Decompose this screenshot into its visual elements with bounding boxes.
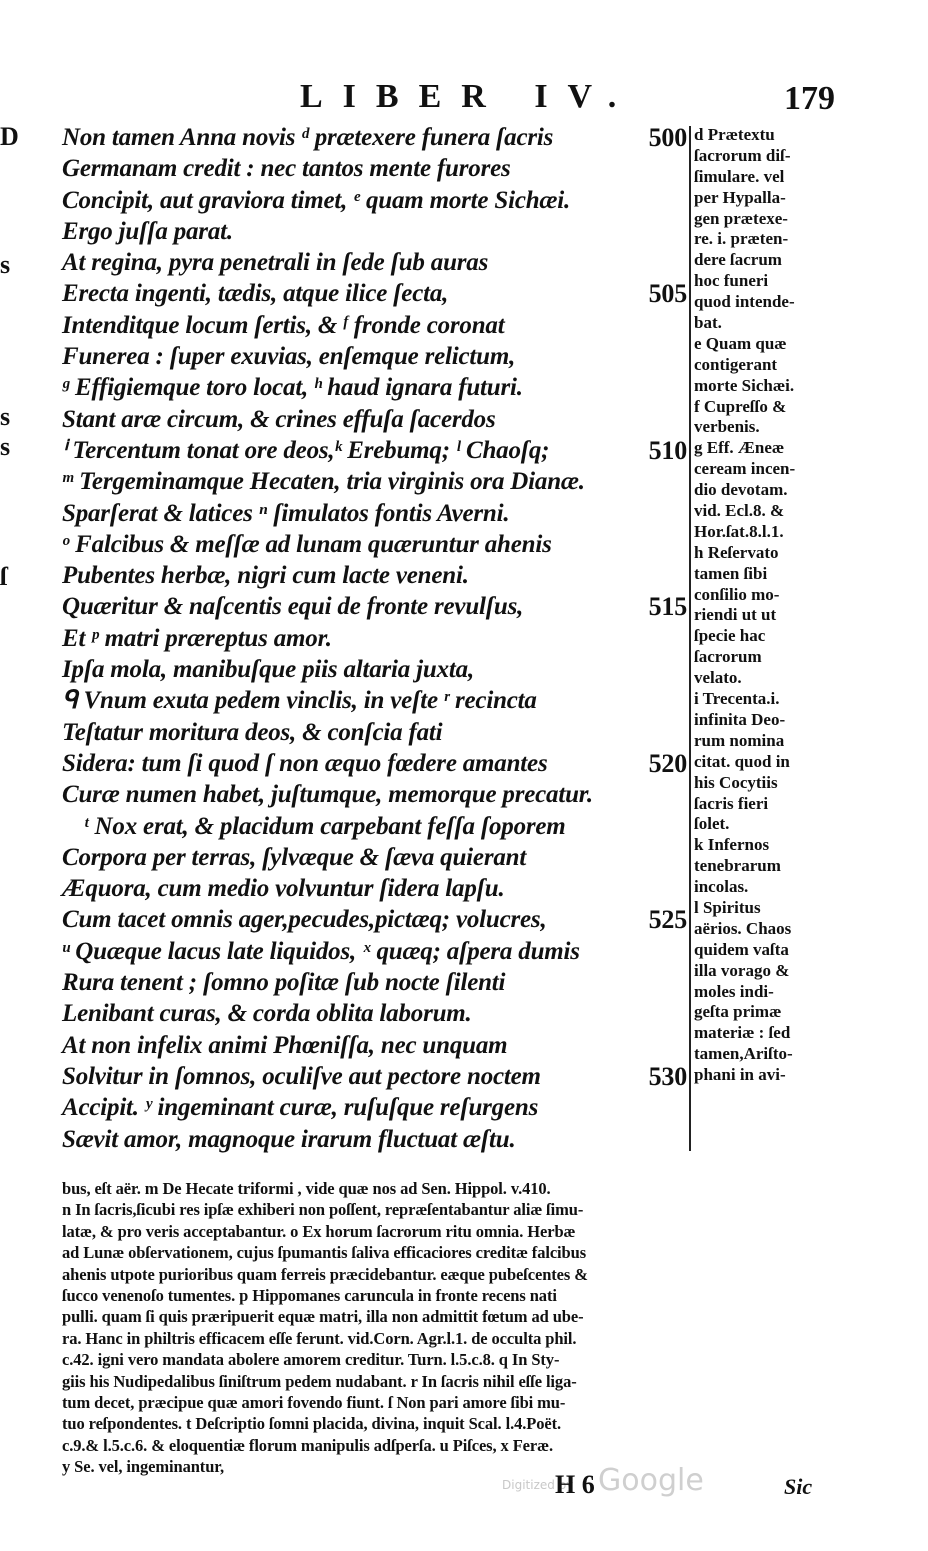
verse-line: [62, 466, 687, 497]
verse-text: Erecta ingenti, tædis, atque ilice ſecta,: [62, 280, 449, 308]
verse-text: Pubentes herbæ, nigri cum lacte veneni.: [62, 562, 469, 590]
verse-text: ⁱ Tercentum tonat ore deos,ᵏ Erebumq; ˡ Chaoſq;: [62, 436, 550, 464]
side-note-line: ſimulare. vel: [694, 166, 785, 186]
side-note-line: Hor.ſat.8.l.1.: [694, 521, 784, 541]
verse-text: ᵗ Nox erat, & placidum carpebant feſſa ſoporem: [84, 812, 566, 840]
verse-line: [62, 623, 687, 654]
side-note-line: citat. quod in: [694, 751, 790, 771]
side-note-line: verbenis.: [694, 417, 760, 437]
verse-text: Sidera: tum ſi quod ſ non æquo fœdere amantes: [62, 749, 548, 777]
verse-line: [62, 748, 687, 779]
verse-line: [62, 779, 687, 810]
verse-text: ᵘ Quæque lacus late liquidos, ˣ quæq; aſpera dumis: [62, 937, 580, 965]
commentary-line: ra. Hanc in philtris efficacem eſſe ferunt. vid.Corn. Agr.l.1. de occulta phil.: [62, 1328, 577, 1348]
side-note-line: i Trecenta.i.: [694, 689, 780, 709]
verse-line: [62, 811, 687, 842]
verse-text: Quæritur & naſcentis equi de fronte revulſus,: [62, 593, 524, 621]
verse-text: ᑫ Vnum exuta pedem vinclis, in veſte ʳ recincta: [62, 687, 537, 715]
side-note-line: dio devotam.: [694, 480, 788, 500]
watermark-logo: Google: [598, 1463, 704, 1498]
side-note-line: ſolet.: [694, 814, 730, 834]
side-note-line: d Prætextu: [694, 125, 775, 144]
verse-line: [62, 498, 687, 529]
verse-text: Ergo juſſa parat.: [62, 217, 233, 245]
side-note-line: e Quam quæ: [694, 333, 787, 353]
side-note-line: gen prætexe-: [694, 208, 788, 228]
verse-line: [62, 216, 687, 247]
verse-line: [62, 591, 687, 622]
side-note-line: infinita Deo-: [694, 709, 786, 729]
verse-text: ᵒ Falcibus & meſſæ ad lunam quæruntur ahenis: [62, 530, 552, 558]
margin-fragment: D: [0, 122, 19, 151]
side-note-line: ſacrorum diſ-: [694, 145, 791, 165]
line-number: 515: [648, 592, 687, 622]
side-note-line: tenebrarum: [694, 856, 781, 876]
verse-text: Concipit, aut graviora timet, ᵉ quam morte Sichæi.: [62, 186, 571, 214]
commentary-line: ſucco venenoſo tumentes. p Hippomanes caruncula in fronte recens nati: [62, 1285, 557, 1305]
watermark-small: Digitized by: [502, 1478, 574, 1492]
verse-line: [62, 122, 687, 153]
column-divider: [689, 126, 691, 1151]
line-number: 510: [648, 435, 687, 465]
commentary-line: pulli. quam ſi quis præripuerit equæ matri, illa non admittit fœtum ad ube-: [62, 1307, 584, 1327]
verse-text: Æquora, cum medio volvuntur ſidera lapſu.: [62, 875, 505, 903]
margin-fragment: s: [0, 250, 11, 279]
side-note-line: riendi ut ut: [694, 605, 777, 625]
commentary-line: tuo reſpondentes. t Deſcriptio ſomni placida, divina, inquit Scal. l.4.Poët.: [62, 1414, 562, 1434]
verse-line: [62, 278, 687, 309]
side-note-line: velato.: [694, 668, 742, 688]
verse-text: Teſtatur moritura deos, & conſcia fati: [62, 718, 443, 746]
verse-line: [62, 717, 687, 748]
verse-line: [62, 685, 687, 716]
verse-line: [62, 1124, 687, 1155]
side-note-line: vid. Ecl.8. &: [694, 501, 785, 521]
verse-line: [62, 153, 687, 184]
verse-line: [62, 560, 687, 591]
side-note-line: ſpecie hac: [694, 626, 766, 646]
side-note-line: dere ſacrum: [694, 250, 782, 270]
side-note-line: contigerant: [694, 354, 778, 374]
side-note-line: bat.: [694, 313, 722, 333]
side-note-line: hoc funeri: [694, 271, 769, 291]
side-note-line: phani in avi-: [694, 1065, 786, 1085]
commentary-line: y Se. vel, ingeminantur,: [62, 1457, 225, 1477]
commentary-line: ad Lunæ obſervationem, cujus ſpumantis ſaliva efficaciores creditæ falcibus: [62, 1243, 587, 1263]
verse-line: [62, 404, 687, 435]
verse-line: [62, 998, 687, 1029]
side-note-line: l Spiritus: [694, 897, 761, 917]
commentary-line: latæ, & pro veris acceptabantur. o Ex horum ſacrorum ritu omnia. Herbæ: [62, 1221, 576, 1241]
verse-text: ᵍ Effigiemque toro locat, ʰ haud ignara futuri.: [62, 374, 523, 402]
verse-line: [62, 873, 687, 904]
verse-line: [62, 1061, 687, 1092]
side-note-line: tamen,Ariſto-: [694, 1044, 793, 1064]
verse-text: Intenditque locum ſertis, & ᶠ fronde coronat: [62, 311, 505, 339]
side-note-line: quod intende-: [694, 292, 795, 312]
verse-text: Corpora per terras, ſylvæque & ſæva quierant: [62, 843, 527, 871]
verse-line: [62, 936, 687, 967]
side-note-line: ſacris fieri: [694, 793, 769, 813]
running-title: LIBER IV.: [300, 78, 637, 115]
side-note-line: his Cocytiis: [694, 772, 778, 792]
side-note-line: k Infernos: [694, 835, 770, 855]
verse-line: [62, 904, 687, 935]
side-note-line: rum nomina: [694, 730, 785, 750]
verse-line: [62, 372, 687, 403]
margin-fragment: s: [0, 402, 11, 431]
side-note-line: h Reſervato: [694, 542, 779, 562]
verse-text: Lenibant curas, & corda oblita laborum.: [62, 1000, 472, 1028]
verse-text: Solvitur in ſomnos, oculiſve aut pectore noctem: [62, 1062, 541, 1090]
commentary-line: bus, eſt aër. m De Hecate triformi , vide quæ nos ad Sen. Hippol. v.410.: [62, 1179, 551, 1198]
side-note-line: incolas.: [694, 877, 749, 897]
verse-line: [62, 529, 687, 560]
signature-mark: H 6: [555, 1470, 595, 1499]
side-note-line: moles indi-: [694, 981, 774, 1001]
line-number: 505: [648, 279, 687, 309]
commentary-line: giis his Nudipedalibus ſiniſtrum pedem nudabant. r In ſacris nihil eſſe liga-: [62, 1371, 577, 1391]
verse-line: [62, 1030, 687, 1061]
side-note-line: re. i. præten-: [694, 229, 789, 249]
verse-text: ᵐ Tergeminamque Hecaten, tria virginis ora Dianæ.: [62, 468, 585, 496]
verse-line: [62, 435, 687, 466]
commentary-line: tum decet, præcipue quæ amori fovendo fiunt. ſ Non pari amore ſibi mu-: [62, 1392, 566, 1412]
verse-text: Cum tacet omnis ager,pecudes,pictæq; volucres,: [62, 906, 547, 934]
verse-text: Germanam credit : nec tantos mente furores: [62, 155, 511, 183]
verse-line: [62, 654, 687, 685]
line-number: 500: [648, 123, 687, 152]
verse-line: [62, 247, 687, 278]
side-note-line: g Eff. Æneæ: [694, 438, 785, 458]
margin-fragment: s: [0, 432, 11, 461]
verse-text: Accipit. ʸ ingeminant curæ, ruſuſque reſurgens: [62, 1094, 539, 1122]
side-note-line: aërios. Chaos: [694, 918, 792, 938]
margin-fragment: ſ: [0, 562, 8, 591]
verse-line: [62, 185, 687, 216]
commentary-line: n In ſacris,ſicubi res ipſæ exhiberi non poſſent, repræſentabantur aliæ ſimu-: [62, 1200, 584, 1220]
verse-line: [62, 310, 687, 341]
verse-text: Sparſerat & latices ⁿ ſimulatos fontis Averni.: [62, 499, 510, 527]
verse-text: At regina, pyra penetrali in ſede ſub auras: [62, 249, 489, 277]
verse-line: [62, 341, 687, 372]
verse-column: [62, 122, 687, 1155]
verse-text: Funerea : ſuper exuvias, enſemque relictum,: [62, 343, 516, 371]
side-note-line: materiæ : ſed: [694, 1023, 791, 1043]
commentary-block: [62, 1178, 840, 1477]
side-note-line: f Cupreſſo &: [694, 396, 787, 416]
verse-text: Curæ numen habet, juſtumque, memorque precatur.: [62, 781, 593, 809]
catchword: Sic: [784, 1474, 813, 1499]
line-number: 525: [648, 905, 687, 935]
side-note-line: ſacrorum: [694, 647, 762, 667]
verse-line: [62, 967, 687, 998]
verse-text: At non infelix animi Phœniſſa, nec unquam: [62, 1031, 508, 1059]
verse-line: [62, 1092, 687, 1123]
side-notes-column: [694, 124, 926, 1085]
verse-text: Sævit amor, magnoque irarum fluctuat æſtu.: [62, 1125, 516, 1153]
verse-text: Et ᵖ matri præreptus amor.: [62, 624, 332, 652]
side-note-line: quidem vaſta: [694, 939, 789, 959]
side-note-line: conſilio mo-: [694, 584, 780, 604]
commentary-line: ahenis utpote purioribus quam ferreis præcidebantur. eæque pubeſcentes &: [62, 1264, 588, 1284]
verse-text: Ipſa mola, manibuſque piis altaria juxta,: [62, 656, 475, 684]
side-note-line: per Hypalla-: [694, 187, 786, 207]
commentary-line: c.42. igni vero mandata abolere amorem creditur. Turn. l.5.c.8. q In Sty-: [62, 1350, 560, 1370]
verse-text: Stant aræ circum, & crines effuſa ſacerdos: [62, 405, 496, 433]
verse-line: [62, 842, 687, 873]
verse-text: Rura tenent ; ſomno poſitæ ſub nocte ſilenti: [62, 969, 506, 997]
commentary-line: c.9.& l.5.c.6. & eloquentiæ florum manipulis adſperſa. u Piſces, x Feræ.: [62, 1435, 553, 1455]
side-note-line: morte Sichæi.: [694, 375, 795, 395]
verse-text: Non tamen Anna novis ᵈ prætexere funera ſacris: [62, 124, 554, 151]
side-note-line: ceream incen-: [694, 459, 796, 479]
side-note-line: tamen ſibi: [694, 563, 768, 583]
side-note-line: geſta primæ: [694, 1002, 782, 1022]
page-number: 179: [784, 80, 835, 117]
line-number: 520: [648, 748, 687, 778]
line-number: 530: [648, 1061, 687, 1091]
side-note-line: illa vorago &: [694, 960, 790, 980]
